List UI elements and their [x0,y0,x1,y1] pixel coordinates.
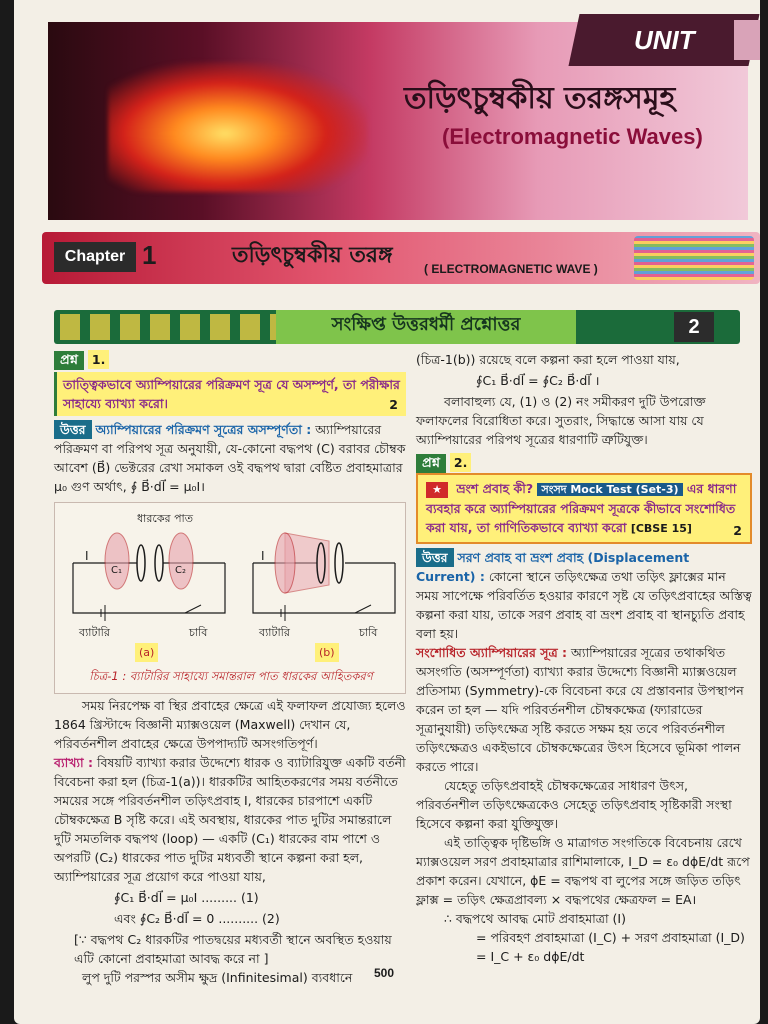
circuit-icon-strip [60,314,300,340]
question-2-number: 2. [450,453,471,472]
star-icon: ★ [426,482,448,498]
unit-number-tab [734,20,760,60]
battery-label-a: ব্যাটারি [79,626,110,639]
battery-label-b: ব্যাটারি [259,626,290,639]
total-current-line: ∴ বদ্ধপথে আবদ্ধ মোট প্রবাহমাত্রা (I) [444,911,626,926]
question-2-marks: 2 [729,521,746,540]
figure-1 [54,502,406,694]
explanation-paragraph: বিষয়টি ব্যাখ্যা করার উদ্দেশ্যে ধারক ও ব্যাটারিযুক্ত একটি বর্তনী বিবেচনা করা হল (চিত্র-1(a))। ধারকটির আহিতকরণের সময় বর্তনীতে সময়ের সঙ্গে পরিবর্তনশীল তড়িৎপ্রবাহ I, ধারকের চারপাশে একটি চৌম্বকক্ষেত্র B সৃষ্টি করে। এই অবস্থায়, ধারকের পাত দুটির সমান্তরালে দুটি সমতলিক বদ্ধপথ (loop) — একটি (C₁) ধারকের বাম পাশে ও অপরটি (C₂) ধারকের পাত দুটির মধ্যবর্তী স্থানে কল্পনা করা হল, অ্যাম্পিয়ারের সূত্র প্রয়োগ করে পাওয়া যায়, [54,755,406,884]
question-number: 1. [88,350,109,369]
bracket-note: [∵ বদ্ধপথ C₂ ধারকটির পাতদ্বয়ের মধ্যবর্তী স্থানে অবস্থিত হওয়ায় এটি কোনো প্রবাহমাত্রা আবদ্ধ করে না ] [74,932,392,966]
answer-tag: উত্তর [54,420,92,439]
section-number: 2 [674,312,714,342]
loop-c2-label: C₂ [175,565,186,576]
section-title: সংক্ষিপ্ত উত্তরধর্মী প্রশ্নোত্তর [276,310,576,344]
question-1-marks: 2 [385,395,402,414]
right-column [416,350,752,966]
answer-2 [416,548,752,643]
equation-1: ∮C₁ B⃗·dl⃗ = μ₀I ......... (1) [114,890,259,905]
answer-1-paragraph: অ্যাম্পিয়ারের পরিক্রমণ বা পরিপথ সূত্র অনুযায়ী, যে-কোনো বদ্ধপথ (C) বরাবর চৌম্বক আবেশ (B⃗) ভেক্টরের রেখা সমাকল ওই বদ্ধপথ দ্বারা বেষ্টিত প্রবাহমাত্রার μ₀ গুণ অর্থাৎ, ∮ B⃗·dl⃗ = μ₀I। [54,422,406,494]
plate-label: ধারকের পাত [137,512,193,525]
figure-caption: চিত্র-1 : ব্যাটারির সাহায্যে সমান্তরাল পাত ধারকের আহিতকরণ [89,669,373,683]
chapter-tag: Chapter [54,242,136,272]
answer-2-heading: সরণ প্রবাহ বা ভ্রংশ প্রবাহ (Displacement Current) : [416,550,690,584]
question-2-box [416,473,752,544]
answer-2-paragraph: কোনো স্থানে তড়িৎক্ষেত্র তথা তড়িৎ ফ্লাক্সের মান সময় সাপেক্ষে পরিবর্তিত হওয়ার কারণে সৃষ্ট যে তড়িৎপ্রবাহের অস্তিত্ব কল্পনা করা যায়, তাকে সরণ প্রবাহ বা ভ্রংশ প্রবাহ বা স্থানচ্যুতি প্রবাহ বলা হয়। [416,569,752,641]
chapter-title-bengali: তড়িৎচুম্বকীয় তরঙ্গ [232,243,393,268]
modified-law-heading: সংশোধিত অ্যাম্পিয়ারের সূত্র : [416,645,568,660]
total-current-expression-2: = I_C + ε₀ dϕE/dt [476,949,585,964]
key-label-a: চাবি [189,626,208,639]
question-2-text-a: ভ্রংশ প্রবাহ কী? [456,481,534,496]
paragraph-maxwell: সময় নিরপেক্ষ বা স্থির প্রবাহের ক্ষেত্রে এই ফলাফল প্রযোজ্য হলেও 1864 খ্রিস্টাব্দে বিজ্ঞানী ম্যাক্সওয়েল (Maxwell) দেখান যে, পরিবর্তনশীল প্রবাহের ক্ষেত্রে উপপাদ্যটি অসংগতিপূর্ণ। [54,698,406,751]
left-column [54,350,406,987]
figure-b-label: (b) [315,643,339,662]
flame-illustration [108,62,368,192]
paragraph-fig-ref: (চিত্র-1(b)) রয়েছে বলে কল্পনা করা হলে পাওয়া যায়, [416,352,680,367]
paragraph-source: যেহেতু তড়িৎপ্রবাহই চৌম্বকক্ষেত্রের সাধারণ উৎস, পরিবর্তনশীল তড়িৎক্ষেত্রকেও সেহেতু তড়িৎপ্রবাহ সৃষ্টিকারী সংস্থা হিসেবে কল্পনা করা যুক্তিযুক্ত। [416,778,732,831]
loop-c1-label: C₁ [111,565,122,576]
equation-2: এবং ∮C₂ B⃗·dl⃗ = 0 .......... (2) [114,911,280,926]
answer-1-heading: অ্যাম্পিয়ারের পরিক্রমণ সূত্রের অসম্পূর্ণতা : [95,422,312,437]
chapter-title-english: ( ELECTROMAGNETIC WAVE ) [424,262,598,276]
unit-tag: UNIT [568,14,759,66]
answer-2-tag: উত্তর [416,548,454,567]
question-1-text: তাত্ত্বিকভাবে অ্যাম্পিয়ারের পরিক্রমণ সূত্র যে অসম্পূর্ণ, তা পরীক্ষার সাহায্যে ব্যাখ্যা করো। [63,377,400,411]
question-2-text-b: এর ধারণা ব্যবহার করে অ্যাম্পিয়ারের পরিক্রমণ সূত্রকে কীভাবে সংশোধিত করা যায়, তা গাণিতিকভাবে ব্যাখ্যা করো [426,481,737,535]
paragraph-contradiction: বলাবাহুল্য যে, (1) ও (2) নং সমীকরণ দুটি উপরোক্ত ফলাফলের বিরোধিতা করে। সুতরাং, সিদ্ধান্তে আসা যায় যে অ্যাম্পিয়ারের পরিপথ সূত্রের ধারণাটি ত্রুটিযুক্ত। [416,394,706,447]
question-tag: প্রশ্ন [54,351,84,370]
question-2-tag: প্রশ্ন [416,454,446,473]
page-number: 500 [374,966,395,980]
mock-test-badge: সংসদ Mock Test (Set-3) [537,483,682,496]
equation-3: ∮C₁ B⃗·dl⃗ = ∮C₂ B⃗·dl⃗ । [476,373,600,388]
paragraph-displacement-current: এই তাত্ত্বিক দৃষ্টিভঙ্গি ও মাত্রাগত সংগতিকে বিবেচনায় রেখে ম্যাক্সওয়েল সরণ প্রবাহমাত্রার রাশিমালাকে, I_D = ε₀ dϕE/dt রূপে প্রকাশ করেন। যেখানে, ϕE = বদ্ধপথ বা লুপের সঙ্গে জড়িত তড়িৎ ফ্লাক্স = তড়িৎ ক্ষেত্রপ্রাবল্য × বদ্ধপথের ক্ষেত্রফল = EA। [416,835,750,907]
cable-decoration [634,236,754,280]
current-label-a: I [85,549,89,563]
current-label-b: I [261,549,265,563]
answer-1 [54,420,406,496]
modified-law-paragraph: অ্যাম্পিয়ারের সূত্রের তথাকথিত অসংগতি (অসম্পূর্ণতা) ব্যাখ্যা করার উদ্দেশ্যে বিজ্ঞানী ম্যাক্সওয়েল প্রতিসাম্য (Symmetry)-কে বিবেচনা করে যে প্রস্তাবনার উপস্থাপন করেন তা হল — যদি পরিবর্তনশীল চৌম্বকক্ষেত্র (ফ্যারাডের সূত্রানুযায়ী) তড়িৎক্ষেত্র সৃষ্টি করতে সক্ষম হয় তবে পরিবর্তনশীল তড়িৎক্ষেত্রও একইভাবে চৌম্বকক্ষেত্রের উৎস হিসেবে ভূমিকা পালন করতে পারে। [416,645,744,774]
chapter-number: 1 [142,240,157,270]
key-label-b: চাবি [359,626,378,639]
cbse-reference: [CBSE 15] [630,522,692,535]
unit-title-bengali: তড়িৎচুম্বকীয় তরঙ্গসমূহ [404,81,676,116]
total-current-expression-1: = পরিবহণ প্রবাহমাত্রা (I_C) + সরণ প্রবাহমাত্রা (I_D) [476,930,745,945]
capacitor-circuit-diagram [55,503,407,693]
paragraph-loops: লুপ দুটি পরস্পর অসীম ক্ষুদ্র (Infinitesimal) ব্যবধানে [82,970,353,985]
explanation-heading: ব্যাখ্যা : [54,755,94,770]
unit-title-english: (Electromagnetic Waves) [442,124,703,149]
question-1-box [54,372,406,416]
figure-a-label: (a) [135,643,158,662]
book-page [14,0,760,1024]
